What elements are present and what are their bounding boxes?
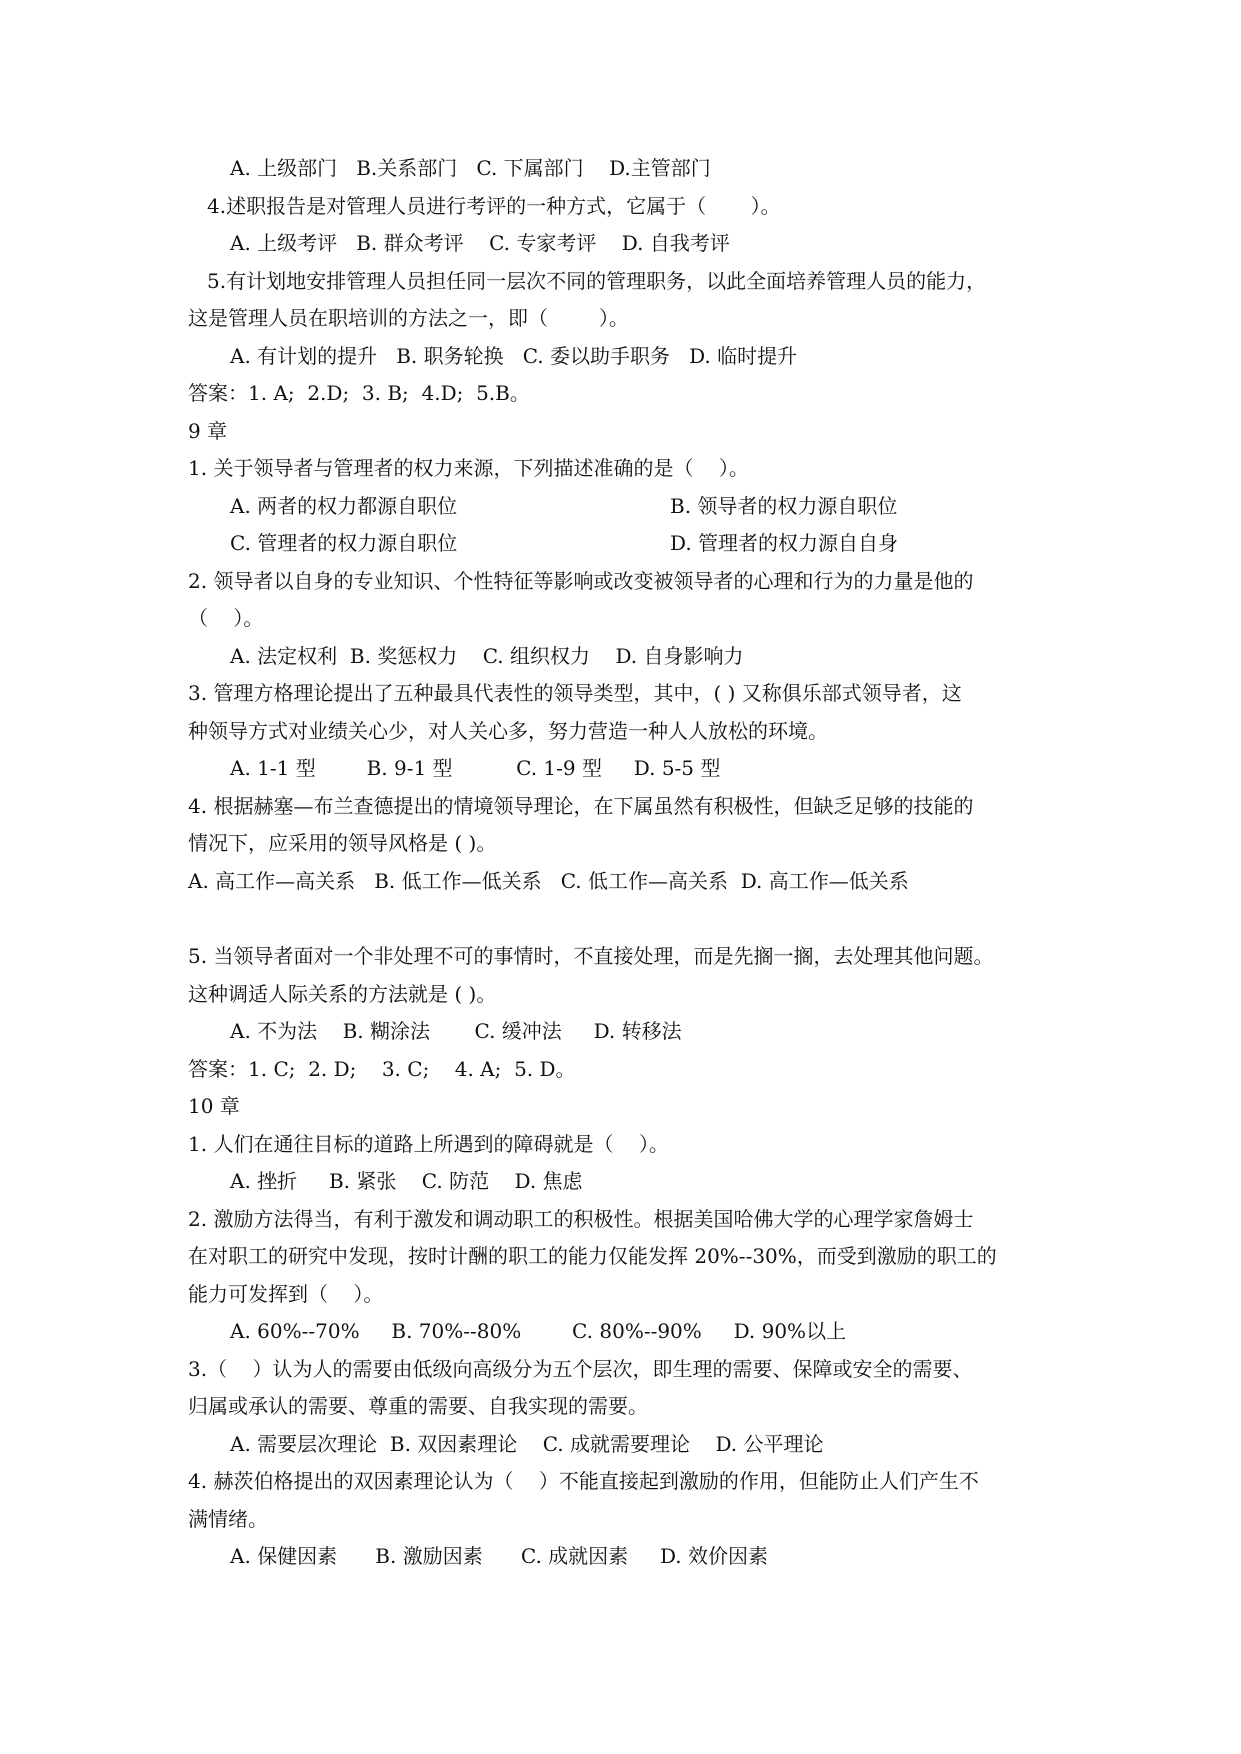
document-body bbox=[188, 150, 1068, 1576]
text-line: 答案：1. A; 2.D; 3. B; 4.D; 5.B。 bbox=[188, 381, 530, 405]
text-line: 归属或承认的需要、尊重的需要、自我实现的需要。 bbox=[188, 1394, 648, 1418]
text-line: 10 章 bbox=[188, 1094, 240, 1118]
text-line: 在对职工的研究中发现，按时计酬的职工的能力仅能发挥 20%--30%，而受到激励的职工的 bbox=[188, 1244, 997, 1268]
text-line: A. 60%--70% B. 70%--80% C. 80%--90% D. 90%以上 bbox=[230, 1319, 847, 1343]
text-line: 4. 根据赫塞—布兰查德提出的情境领导理论，在下属虽然有积极性，但缺乏足够的技能的 bbox=[188, 793, 974, 818]
text-line: （ ）。 bbox=[188, 606, 264, 630]
option-row bbox=[188, 488, 1068, 526]
text-line: A. 上级考评 B. 群众考评 C. 专家考评 D. 自我考评 bbox=[230, 231, 730, 255]
text-line: A. 1-1 型 B. 9-1 型 C. 1-9 型 D. 5-5 型 bbox=[230, 756, 721, 780]
text-line: 4. 赫茨伯格提出的双因素理论认为（ ）不能直接起到激励的作用，但能防止人们产生不 bbox=[188, 1469, 979, 1493]
text-line: 1. 人们在通往目标的道路上所遇到的障碍就是（ ）。 bbox=[188, 1131, 669, 1156]
text-line: A. 高工作—高关系 B. 低工作—低关系 C. 低工作—高关系 D. 高工作—低关系 bbox=[188, 868, 909, 893]
text-line: 情况下，应采用的领导风格是 ( )。 bbox=[188, 831, 497, 855]
option-text: A. 两者的权力都源自职位 bbox=[230, 493, 458, 518]
text-line: A. 保健因素 B. 激励因素 C. 成就因素 D. 效价因素 bbox=[230, 1544, 768, 1568]
text-line: 3.（ ）认为人的需要由低级向高级分为五个层次，即生理的需要、保障或安全的需要、 bbox=[188, 1356, 973, 1381]
text-line: 2. 领导者以自身的专业知识、个性特征等影响或改变被领导者的心理和行为的力量是他的 bbox=[188, 568, 974, 593]
text-line: 答案：1. C; 2. D; 3. C; 4. A; 5. D。 bbox=[188, 1056, 576, 1081]
text-line: 5. 当领导者面对一个非处理不可的事情时，不直接处理，而是先搁一搁，去处理其他问题。 bbox=[188, 944, 994, 968]
option-text: D. 管理者的权力源自自身 bbox=[670, 531, 899, 555]
text-line: 9 章 bbox=[188, 418, 228, 443]
option-text: C. 管理者的权力源自职位 bbox=[230, 531, 458, 555]
text-line: A. 有计划的提升 B. 职务轮换 C. 委以助手职务 D. 临时提升 bbox=[230, 343, 798, 368]
text-line: 2. 激励方法得当，有利于激发和调动职工的积极性。根据美国哈佛大学的心理学家詹姆士 bbox=[188, 1206, 974, 1231]
text-line: A. 上级部门 B.关系部门 C. 下属部门 D.主管部门 bbox=[230, 156, 711, 180]
text-line: A. 不为法 B. 糊涂法 C. 缓冲法 D. 转移法 bbox=[230, 1019, 682, 1043]
text-line: A. 挫折 B. 紧张 C. 防范 D. 焦虑 bbox=[230, 1169, 583, 1193]
text-line: 这是管理人员在职培训的方法之一，即（ ）。 bbox=[188, 306, 629, 330]
option-text: B. 领导者的权力源自职位 bbox=[670, 493, 898, 518]
option-row bbox=[188, 525, 1068, 563]
text-line: 5.有计划地安排管理人员担任同一层次不同的管理职务，以此全面培养管理人员的能力， bbox=[207, 268, 987, 293]
text-line: 能力可发挥到（ ）。 bbox=[188, 1281, 384, 1306]
text-line: 4.述职报告是对管理人员进行考评的一种方式，它属于（ ）。 bbox=[207, 193, 781, 218]
text-line: 种领导方式对业绩关心少，对人关心多，努力营造一种人人放松的环境。 bbox=[188, 718, 828, 743]
text-line: A. 法定权利 B. 奖惩权力 C. 组织权力 D. 自身影响力 bbox=[230, 643, 744, 668]
text-line: 3. 管理方格理论提出了五种最具代表性的领导类型，其中，( ) 又称俱乐部式领导者，这 bbox=[188, 681, 962, 705]
text-line: A. 需要层次理论 B. 双因素理论 C. 成就需要理论 D. 公平理论 bbox=[230, 1431, 824, 1456]
text-line: 这种调适人际关系的方法就是 ( )。 bbox=[188, 981, 497, 1006]
text-line: 1. 关于领导者与管理者的权力来源，下列描述准确的是（ ）。 bbox=[188, 456, 749, 480]
blank-line bbox=[188, 900, 1068, 938]
text-line: 满情绪。 bbox=[188, 1506, 268, 1531]
